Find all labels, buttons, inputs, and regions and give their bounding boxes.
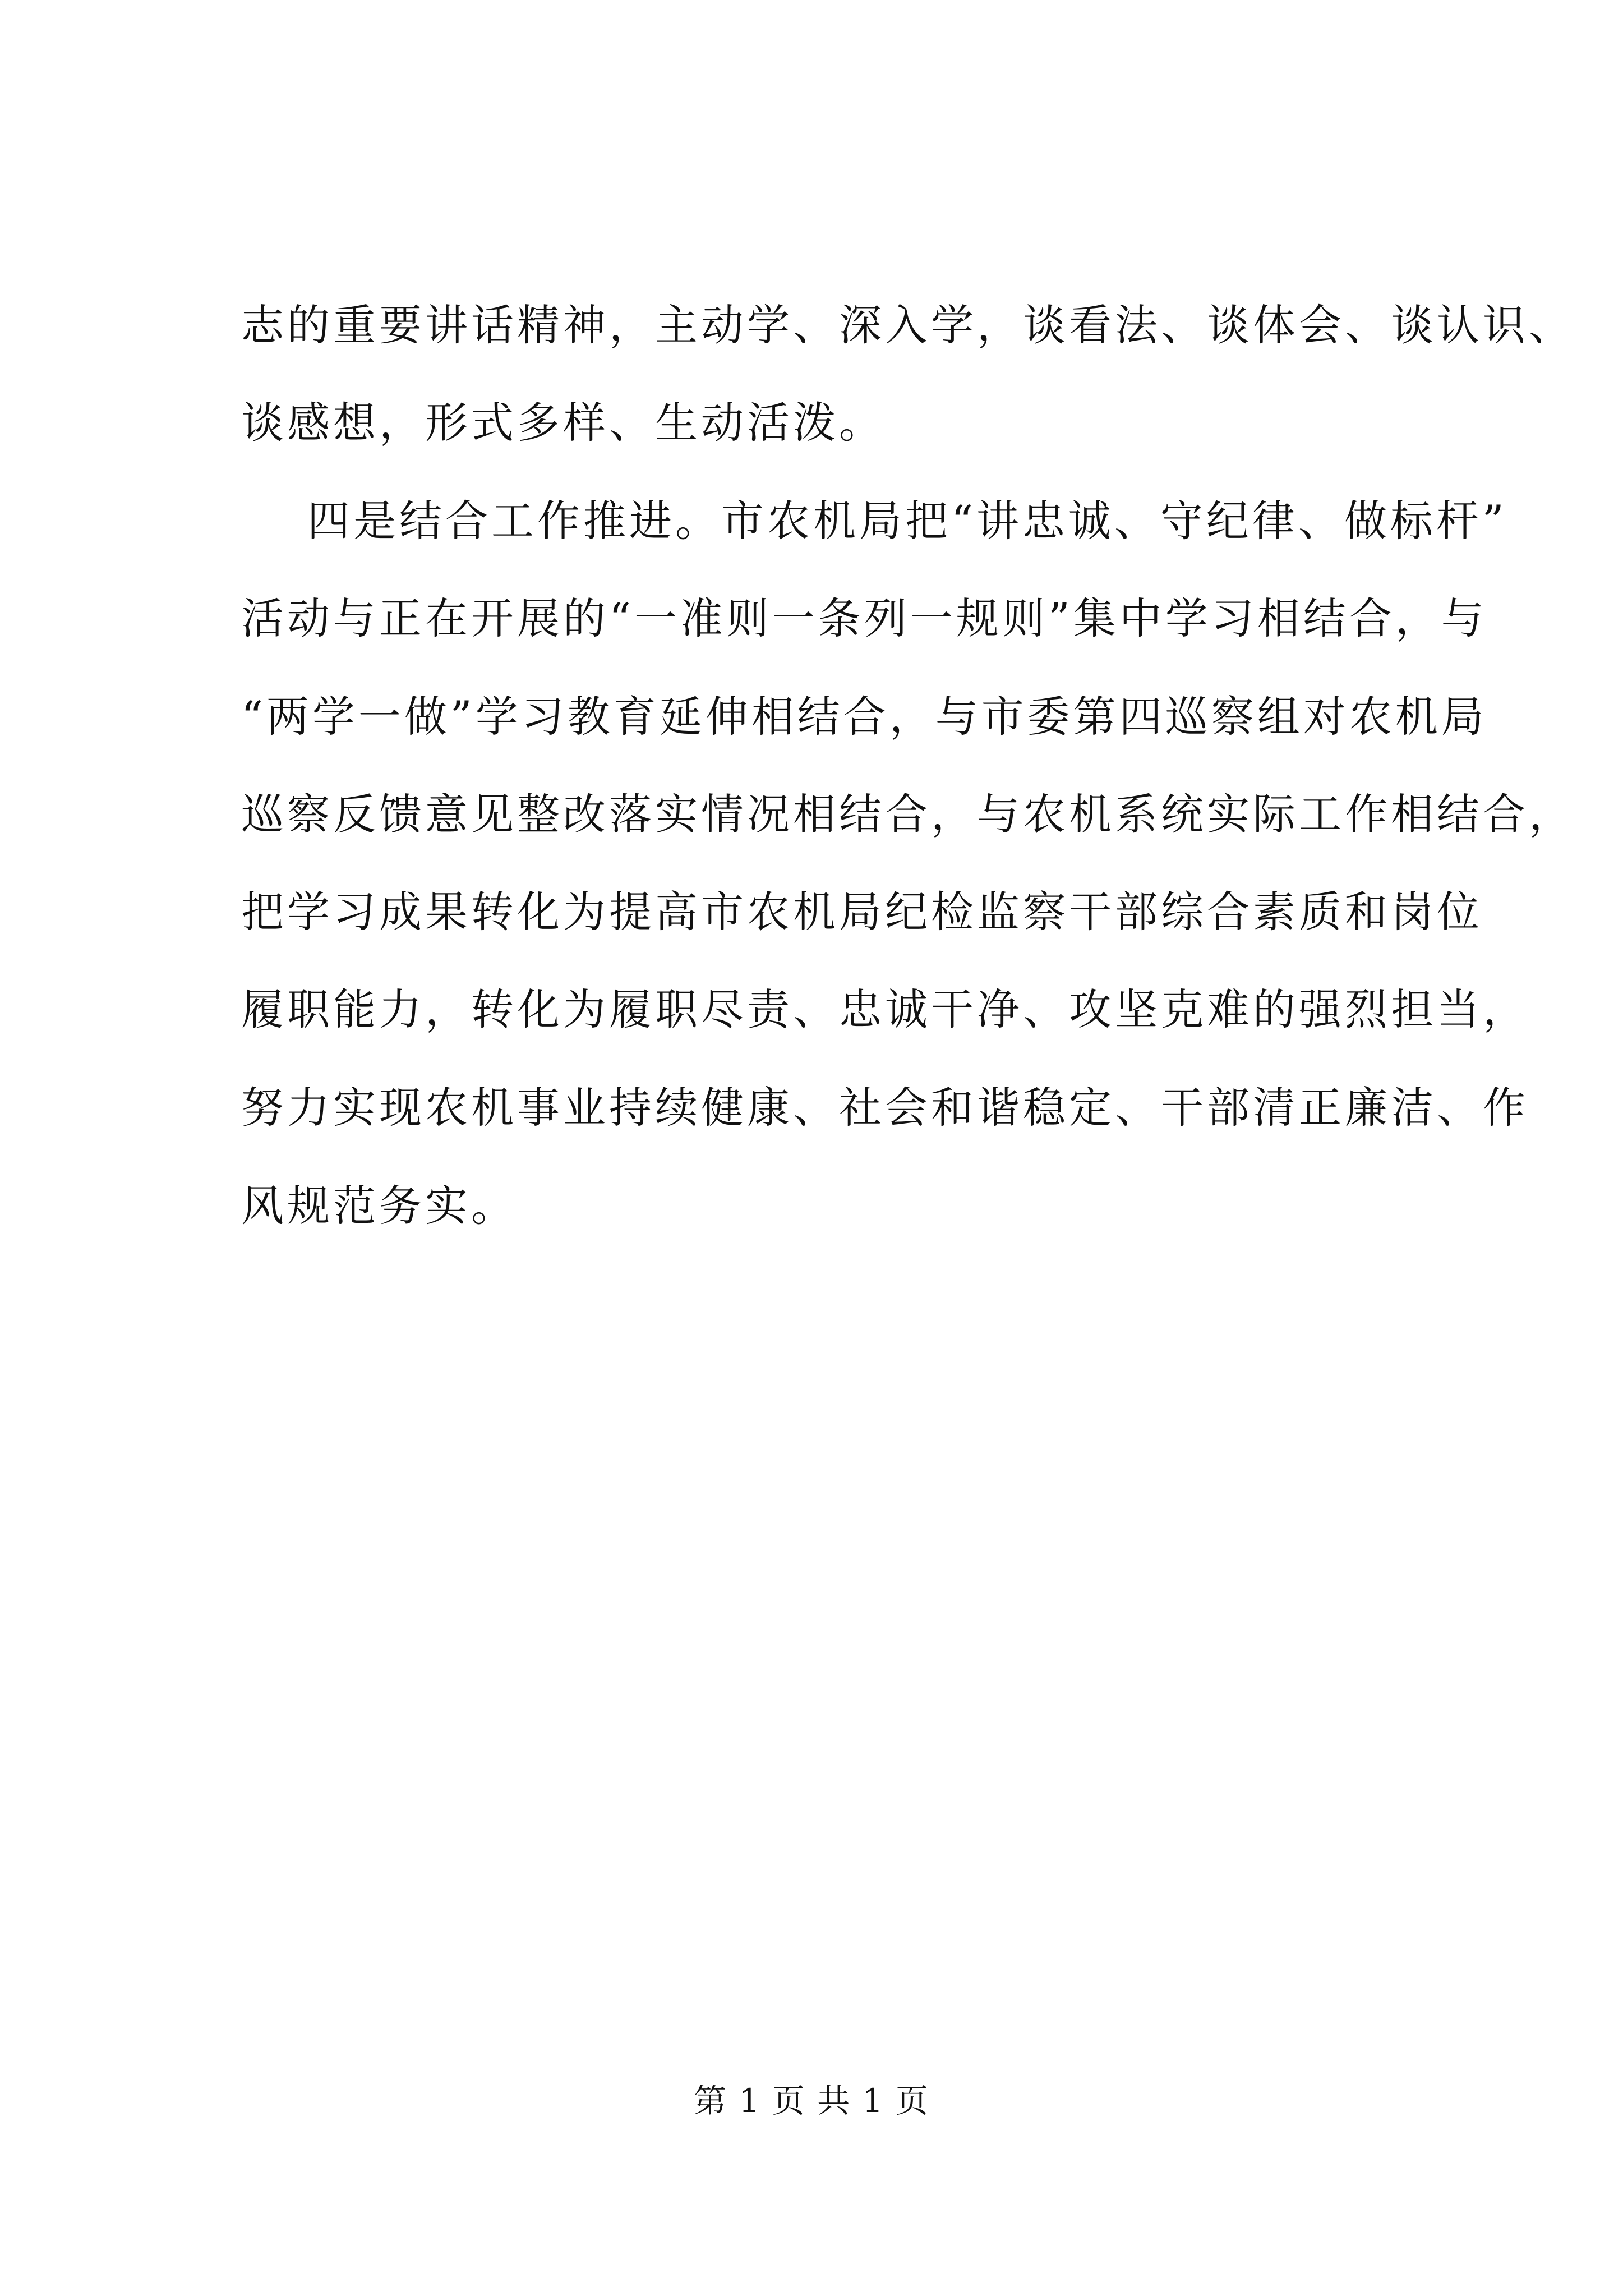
text-line: 风规范务实。 — [241, 1181, 517, 1231]
paragraph-first-line: 四是结合工作推进。市农机局把“讲忠诚、守纪律、做标杆” — [307, 496, 1507, 546]
text-line: 谈感想，形式多样、生动活泼。 — [241, 398, 885, 448]
text-line: 把学习成果转化为提高市农机局纪检监察干部综合素质和岗位 — [241, 887, 1483, 937]
text-line: 活动与正在开展的“一准则一条列一规则”集中学习相结合，与 — [241, 593, 1487, 643]
text-line: “两学一做”学习教育延伸相结合，与市委第四巡察组对农机局 — [241, 692, 1487, 742]
text-line: 巡察反馈意见整改落实情况相结合，与农机系统实际工作相结合， — [241, 789, 1575, 839]
page-footer: 第 1 页 共 1 页 — [694, 2082, 929, 2120]
text-line: 履职能力，转化为履职尽责、忠诚干净、攻坚克难的强烈担当， — [241, 984, 1529, 1034]
text-line: 努力实现农机事业持续健康、社会和谐稳定、干部清正廉洁、作 — [241, 1083, 1529, 1133]
text-line: 志的重要讲话精神，主动学、深入学，谈看法、谈体会、谈认识、 — [241, 300, 1575, 350]
